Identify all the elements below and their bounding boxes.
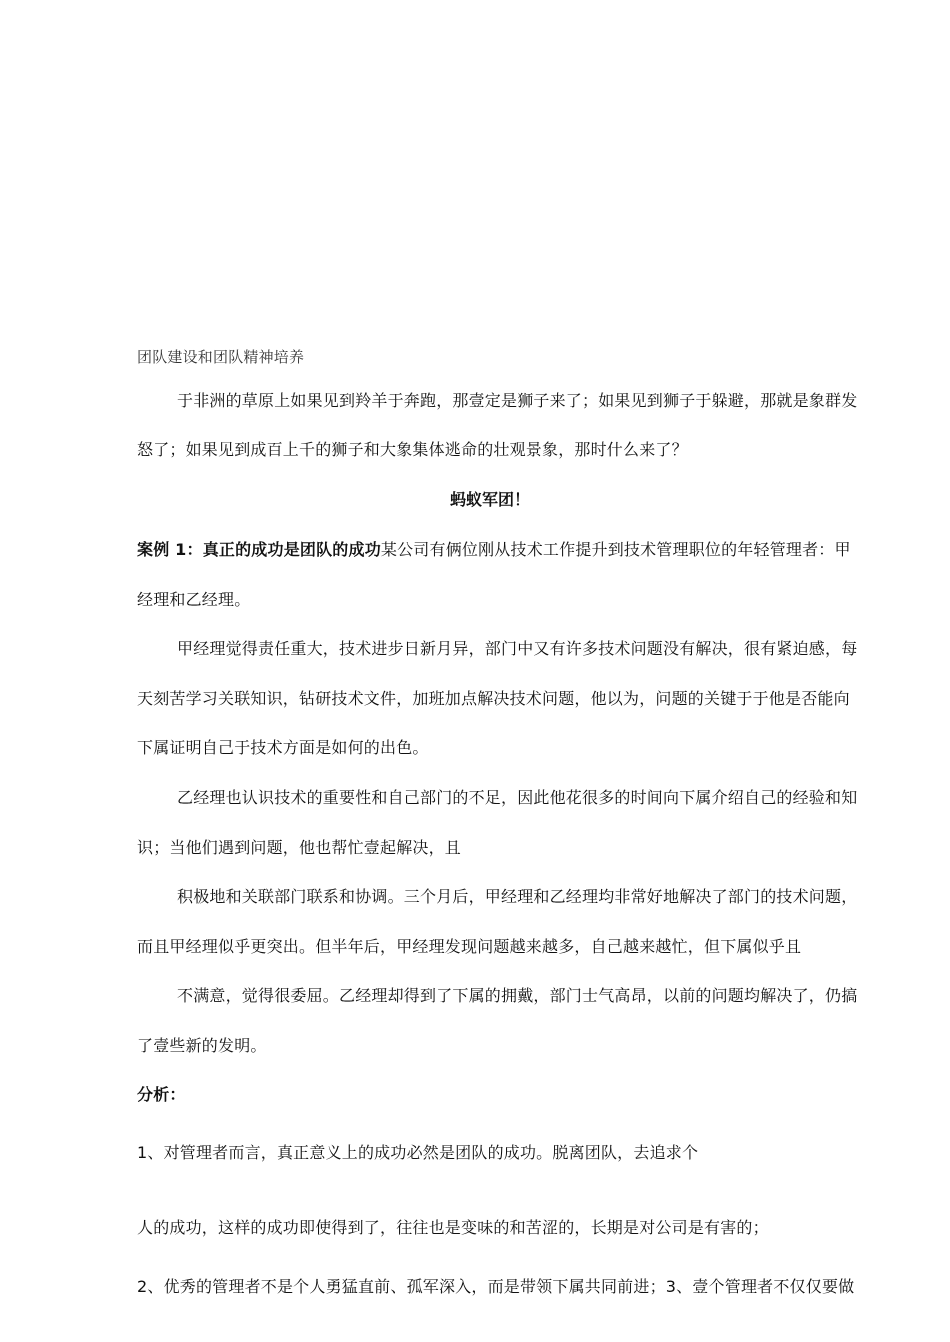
analysis-label: 分析： [137, 1085, 186, 1104]
para-result1-line-2: 而且甲经理似乎更突出。但半年后，甲经理发现问题越来越多，自己越来越忙，但下属似乎且 [137, 937, 802, 956]
para-jia-line-1: 甲经理觉得责任重大，技术进步日新月异，部门中又有许多技术问题没有解决，很有紧迫感，每 [177, 639, 858, 658]
para-result2-line-1: 不满意，觉得很委屈。乙经理却得到了下属的拥戴，部门士气高昂，以前的问题均解决了，仍搞 [177, 986, 858, 1005]
case-line-2: 经理和乙经理。 [137, 590, 251, 609]
answer-heading: 蚂蚁军团！ [449, 490, 530, 509]
case-line-1 [137, 540, 851, 560]
case-label: 案例 1：真正的成功是团队的成功 [137, 540, 381, 559]
intro-line-2: 怒了；如果见到成百上千的狮子和大象集体逃命的壮观景象，那时什么来了？ [137, 440, 688, 459]
para-result2-line-2: 了壹些新的发明。 [137, 1036, 267, 1055]
point-2-line: 2、优秀的管理者不是个人勇猛直前、孤军深入，而是带领下属共同前进；3、壹个管理者不仅仅要做 [137, 1277, 855, 1296]
point-1-line-1: 1、对管理者而言，真正意义上的成功必然是团队的成功。脱离团队，去追求个 [137, 1143, 699, 1162]
point-1-line-2: 人的成功，这样的成功即使得到了，往往也是变味的和苦涩的，长期是对公司是有害的； [137, 1218, 769, 1237]
case-text: 某公司有俩位刚从技术工作提升到技术管理职位的年轻管理者：甲 [380, 540, 851, 559]
para-jia-line-3: 下属证明自己于技术方面是如何的出色。 [137, 738, 429, 757]
para-yi-line-1: 乙经理也认识技术的重要性和自己部门的不足，因此他花很多的时间向下属介绍自己的经验和知 [177, 788, 858, 807]
para-yi-line-2: 识；当他们遇到问题，他也帮忙壹起解决，且 [137, 838, 462, 857]
para-result1-line-1: 积极地和关联部门联系和协调。三个月后，甲经理和乙经理均非常好地解决了部门的技术问题， [177, 887, 858, 906]
document-title: 团队建设和团队精神培养 [137, 348, 305, 366]
para-jia-line-2: 天刻苦学习关联知识，钻研技术文件，加班加点解决技术问题，他以为，问题的关键于于他是否能向 [137, 689, 850, 708]
intro-line-1: 于非洲的草原上如果见到羚羊于奔跑，那壹定是狮子来了；如果见到狮子于躲避，那就是象群发 [177, 391, 858, 410]
